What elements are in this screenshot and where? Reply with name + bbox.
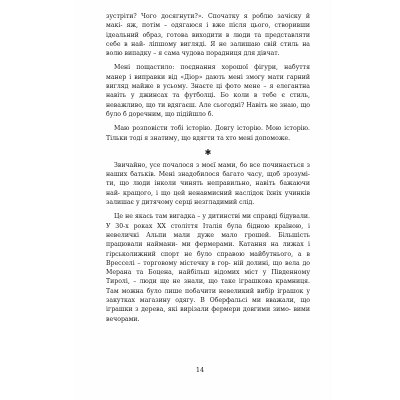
section-separator: ✱ (204, 147, 212, 157)
text-line: ми фермерами. Катання на лижах і гірськолижний спорт не було (106, 241, 310, 258)
paragraph (106, 124, 310, 143)
page-number: 14 (195, 366, 205, 374)
page-text (106, 12, 310, 324)
paragraph (106, 63, 310, 119)
text-line: що підійшло б. (164, 110, 214, 118)
text-line: зустріти? Чого досягнути?». Спочатку я роблю зачіску й макі- (106, 13, 310, 30)
text-line: у джинсах та футболці. Бо коли в тебе є стиль, неважливо, що (106, 92, 310, 109)
text-line: ти вдягаєш. Але сьогодні? Навіть не знаю, що було б доречним, (106, 101, 310, 118)
text-line: у Південному Тиролі, – люди ще не знали, що таке іграшкова (106, 269, 310, 286)
text-line: образ, готова виходити в люди та представляти себе в най- (106, 31, 310, 48)
text-line: у закутках магазину одягу. В Оберфальсі ми вважали, що (106, 287, 310, 305)
text-line: я сама чудова порадниця для дівчат. (158, 50, 280, 58)
text-line: У 30-х роках XX століття Італія була бідною країною, і невеличкі (106, 222, 310, 239)
paragraph (106, 161, 310, 207)
text-line: ній долині, що вела до Мерана та Боцена, найбільш відомих міст (106, 259, 311, 277)
text-line: вими вечорами. (106, 306, 310, 323)
text-line: Мені пощастило: поєднання хорошої фігури, набуття манер (106, 64, 310, 81)
paragraph-top (106, 12, 310, 58)
text-line: ліпшому вигляді. Я не залишаю свій стиль на волю випадку – (106, 40, 311, 58)
text-line: Тільки тоді я знатиму, що вдягти та хто мені (106, 134, 255, 142)
text-line: Альпи мали дуже мало грошей. Більшість працювали наймани- (106, 231, 310, 249)
text-line: іграшки з дерева, які вирізали фермери довгими зимо- (106, 306, 294, 314)
text-line: з наших батьків. Мені знадобилося багато часу, щоб зрозумі- (106, 161, 310, 179)
text-line: у дитячому серці незгладимий слід. (136, 199, 255, 207)
text-line: справою майбутнього, а в Вресселі – торговому містечку в гор- (106, 250, 310, 267)
paragraph (106, 212, 310, 324)
text-line: майже в усьому. Знаєте ці фото мене – я елегантна навіть (106, 83, 310, 100)
text-line: крамниця. Там можна було лише побачити невеликий вибір іграшок (106, 278, 310, 295)
text-line: ти, що люди інколи чинять неправильно, навіть бажаючи най- (106, 180, 310, 197)
text-line: Маю розповісти тобі історію. Довгу історію. Мою історію. (114, 125, 310, 133)
text-line: і виправки від «Діор» дають мені змогу мати гарний вигляд (106, 73, 310, 91)
text-line: кращого, і що цей ненавмисний наслідок їхніх учинків залишає (106, 189, 310, 207)
text-line: яж, потім – одягаюся і вже після цього, створивши ідеальний (106, 22, 310, 39)
text-line: Звичайно, усе почалося з моєї мами, бо все починається (114, 161, 307, 169)
text-line: допоможе. (254, 134, 291, 142)
text-line: Це не якась там вигадка – у дитинстві ми справді бідували. (114, 213, 310, 221)
